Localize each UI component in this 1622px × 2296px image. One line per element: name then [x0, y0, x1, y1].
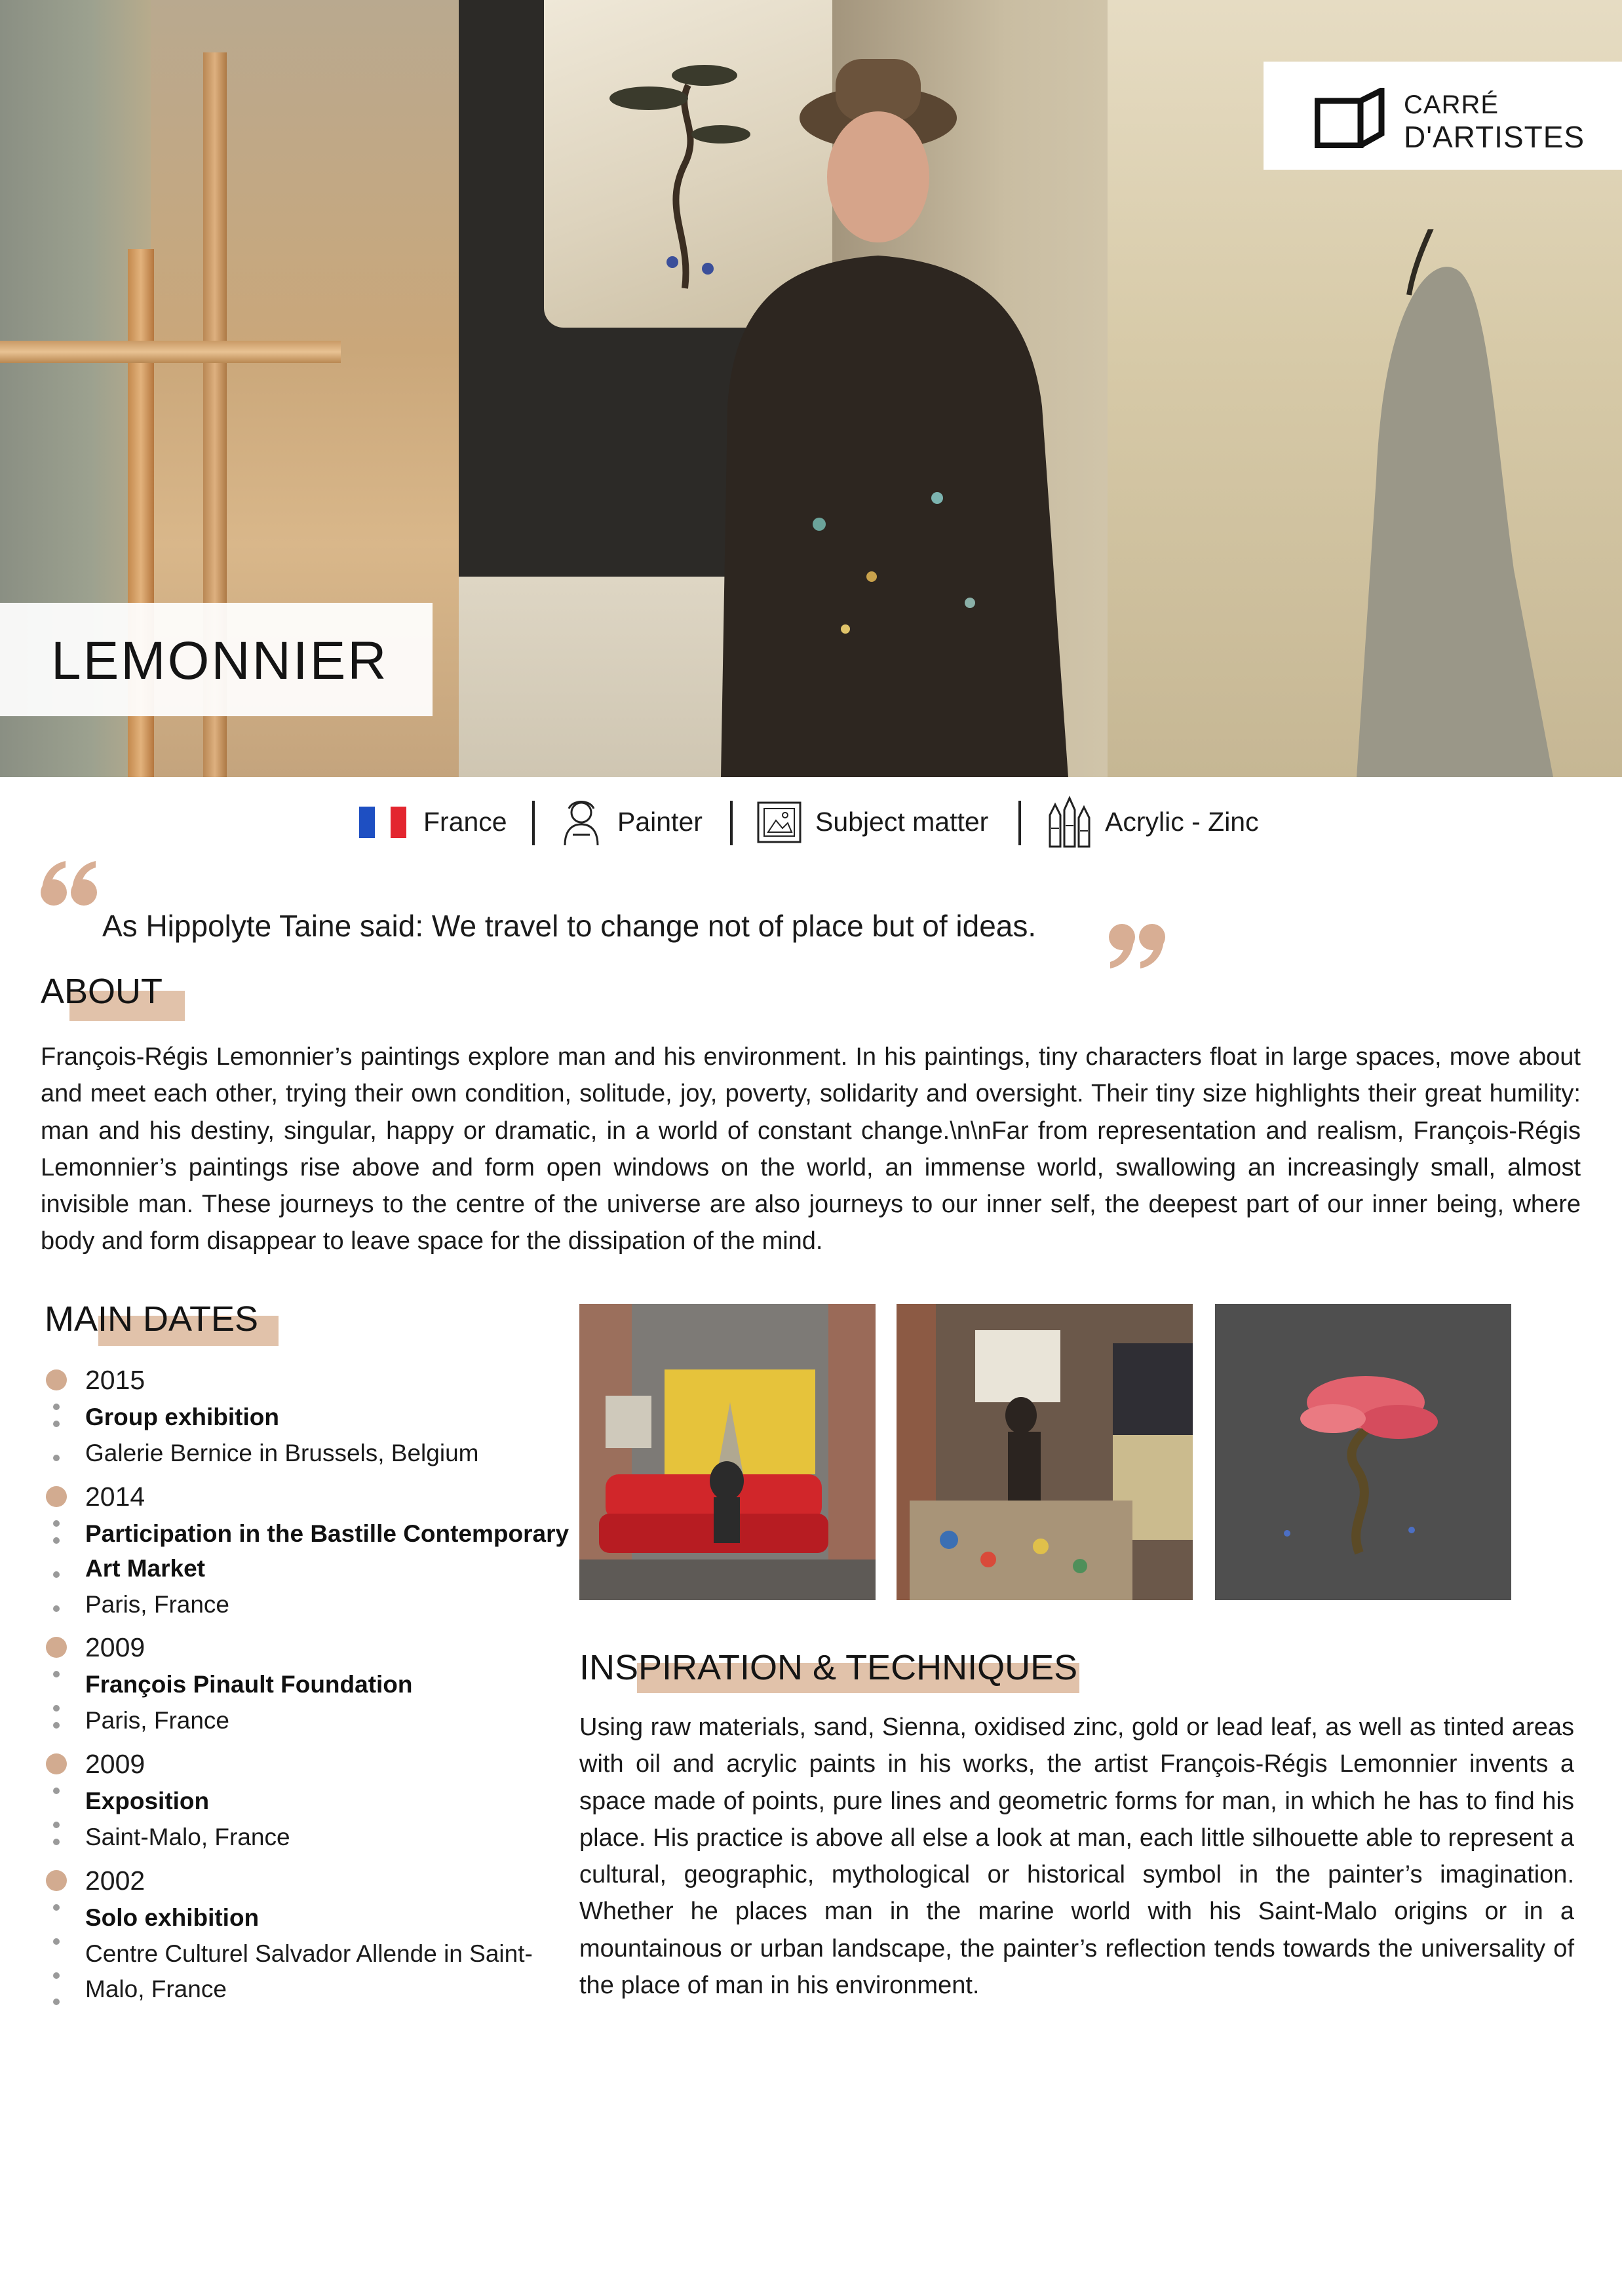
timeline-title: Exposition [85, 1788, 210, 1814]
timeline-dot-small [53, 1972, 60, 1979]
logo-text-line2: D'ARTISTES [1404, 120, 1585, 154]
timeline-dot-small [53, 1404, 60, 1410]
gallery-photo-red-sofa [579, 1304, 876, 1600]
timeline-dot [46, 1753, 67, 1774]
logo-text-line1: CARRÉ [1404, 90, 1499, 119]
timeline-dot-small [53, 1822, 60, 1828]
timeline-year: 2014 [85, 1482, 145, 1512]
quote-text: As Hippolyte Taine said: We travel to change not of place but of ideas. [102, 909, 1037, 943]
photo-red-sofa-scene [579, 1304, 876, 1600]
timeline-title: Group exhibition [85, 1404, 279, 1430]
timeline-dot-small [53, 1605, 60, 1612]
timeline-year: 2002 [85, 1866, 145, 1896]
timeline-title: Art Market [85, 1555, 205, 1582]
timeline-dot-small [53, 1938, 60, 1945]
info-medium: Acrylic - Zinc [1105, 807, 1259, 837]
info-separator [1018, 801, 1021, 845]
timeline-dot-small [53, 1904, 60, 1911]
timeline-year: 2015 [85, 1365, 145, 1395]
about-body: François-Régis Lemonnier’s paintings explore man and his environment. In his paintings, tiny characters float in large spaces, move about and meet each other, trying their own condition, solitude, joy, poverty, solidarity and oversight. Their tiny size highlights their great humility: man and his destiny, singular, happy or dramatic, in a world of constant change.\n\nFar from representation and realism, François-Régis Lemonnier’s paintings rise above and form open windows on the world, an immense world, swallowing an increasingly small, almost invisible man. These journeys to the centre of the universe are also journeys to our inner self, the deepest part of our inner being, where body and form disappear to leave space for the dissipation of the mind. [41, 1043, 1581, 1255]
photo-red-tree-artwork [1215, 1304, 1511, 1600]
timeline-dot-small [53, 1421, 60, 1427]
timeline-dot [46, 1486, 67, 1507]
timeline-title: Solo exhibition [85, 1904, 260, 1931]
timeline-year: 2009 [85, 1632, 145, 1662]
hero-artist-figure [675, 39, 1108, 777]
timeline-dot-small [53, 1537, 60, 1544]
timeline-title: François Pinault Foundation [85, 1671, 413, 1698]
info-separator [532, 801, 535, 845]
timeline-place: Saint-Malo, France [85, 1824, 290, 1850]
main-dates-heading: MAIN DATES [45, 1299, 259, 1339]
timeline-place: Galerie Bernice in Brussels, Belgium [85, 1440, 479, 1466]
gallery-photo-red-tree-painting [1215, 1304, 1511, 1600]
flag-france-icon [359, 807, 406, 838]
hero-rock-painting [1278, 229, 1579, 777]
info-separator [730, 801, 733, 845]
timeline-place: Centre Culturel Salvador Allende in Saint- [85, 1940, 533, 1967]
quote-open-icon [39, 858, 100, 911]
photo-studio-scene [897, 1304, 1193, 1600]
timeline-dot-small [53, 1839, 60, 1845]
painter-icon [558, 798, 604, 847]
timeline-dot-small [53, 1455, 60, 1461]
timeline-year: 2009 [85, 1749, 145, 1779]
info-profession: Painter [617, 807, 703, 837]
timeline-dot-small [53, 1705, 60, 1712]
gallery-photo-studio [897, 1304, 1193, 1600]
subject-matter-icon [756, 801, 802, 844]
info-country: France [423, 807, 507, 837]
inspiration-heading: INSPIRATION & TECHNIQUES [579, 1648, 1078, 1687]
paint-tubes-icon [1046, 795, 1093, 848]
timeline-dot [46, 1870, 67, 1891]
timeline-place: Malo, France [85, 1976, 227, 2002]
timeline-dot-small [53, 1520, 60, 1527]
artist-name: LEMONNIER [51, 631, 389, 691]
timeline-place: Paris, France [85, 1591, 230, 1618]
timeline-dot-small [53, 1722, 60, 1729]
info-theme: Subject matter [815, 807, 989, 837]
timeline-title: Participation in the Bastille Contemporary [85, 1520, 570, 1547]
timeline-dot-small [53, 1999, 60, 2005]
timeline-dot-small [53, 1671, 60, 1677]
timeline-dot-small [53, 1788, 60, 1794]
quote-close-icon [1106, 919, 1167, 971]
timeline-dot [46, 1369, 67, 1390]
timeline-dot [46, 1637, 67, 1658]
carre-dartistes-logo-icon [1315, 88, 1388, 148]
timeline-place: Paris, France [85, 1707, 230, 1734]
timeline-dot-small [53, 1571, 60, 1578]
inspiration-body: Using raw materials, sand, Sienna, oxidised zinc, gold or lead leaf, as well as tinted areas with oil and acrylic paints in his works, the artist François-Régis Lemonnier invents a space made of points, pure lines and geometric forms for man, in which he has to find his place. His practice is above all else a look at man, each little silhouette able to represent a cultural, geographic, mythological or historical symbol in the painter’s imagination. Whether he places man in the marine world with his Saint-Malo origins or in a mountainous or urban landscape, the painter’s reflection tends towards the universality of the place of man in his environment. [579, 1713, 1574, 2000]
hero-easel-bar [0, 341, 341, 363]
about-heading: ABOUT [41, 972, 163, 1011]
